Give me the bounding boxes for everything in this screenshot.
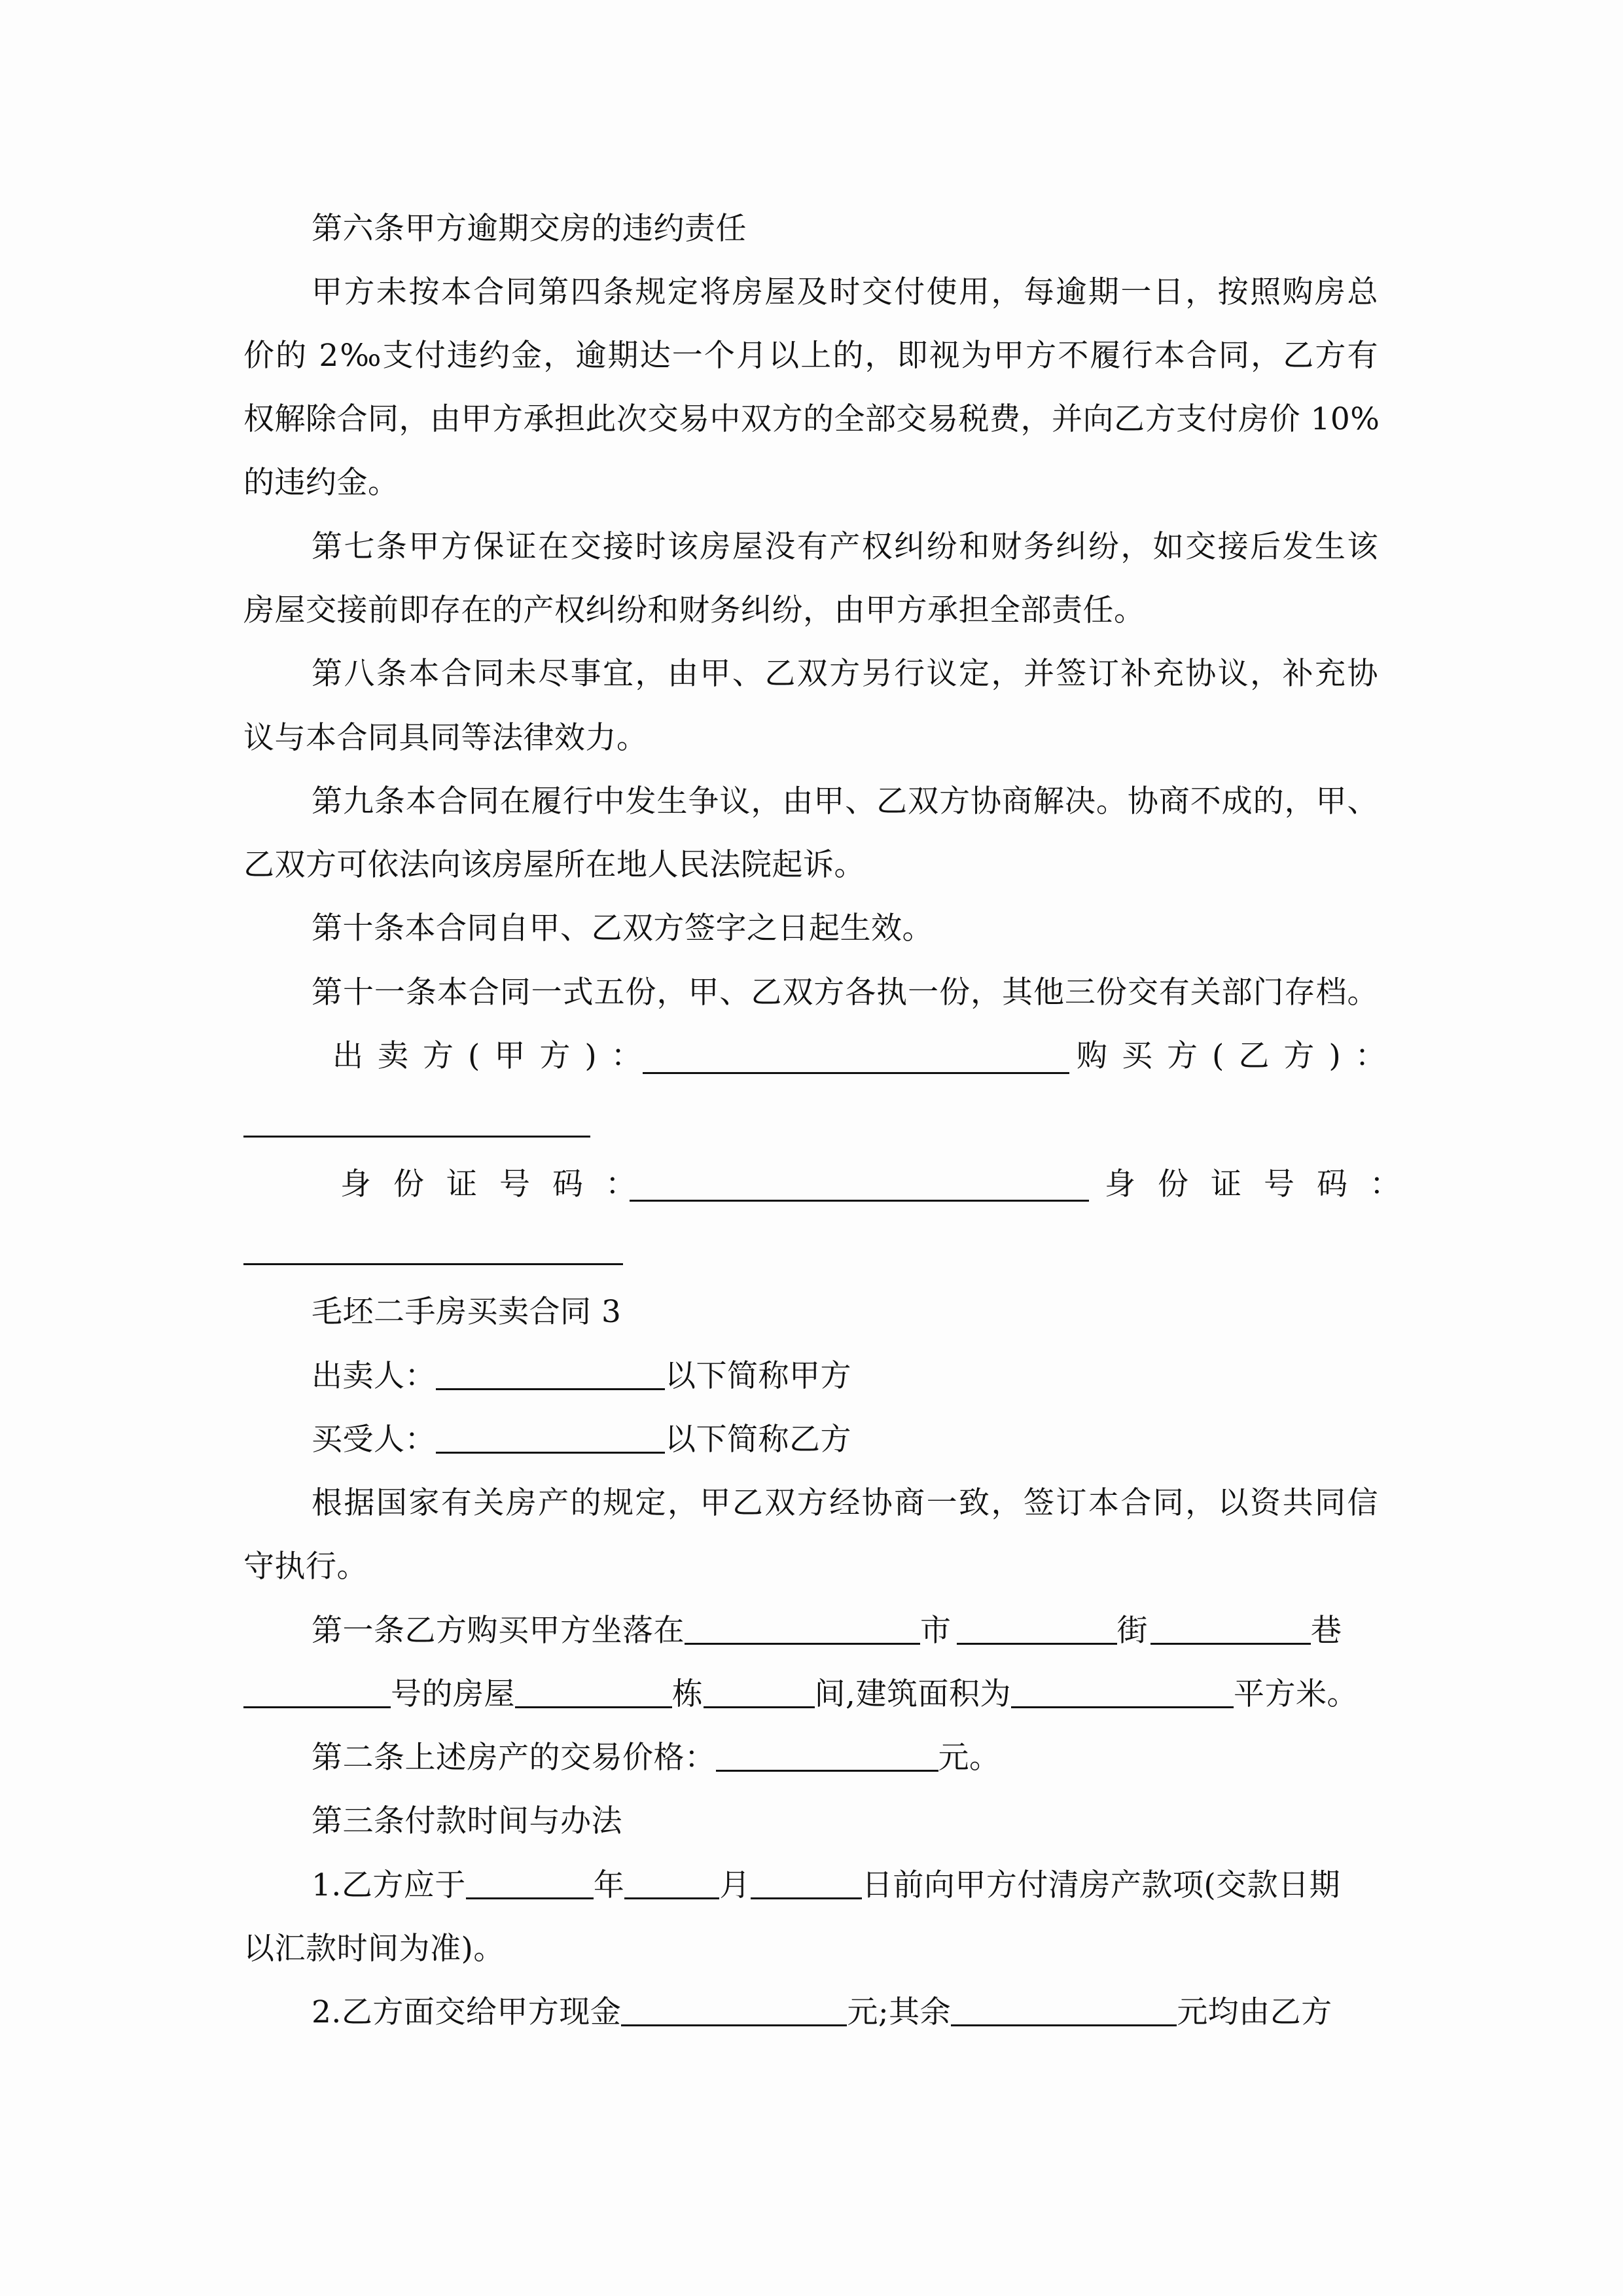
month-field[interactable]	[624, 1869, 719, 1899]
room-label: 间,建筑面积为	[814, 1676, 1011, 1712]
seller-signature-label: 出卖方(甲方)：	[332, 1038, 656, 1074]
buyer-signature-label: 购买方(乙方)：	[1077, 1038, 1400, 1074]
item2-mid: 元;其余	[847, 1994, 952, 2030]
article8-line: 议与本合同具同等法律效力。	[243, 720, 648, 756]
item1-prefix: 1.乙方应于	[312, 1867, 466, 1903]
article6-line: 的违约金。	[243, 465, 399, 501]
seller-id-field[interactable]	[630, 1200, 1089, 1202]
art1-prefix: 第一条乙方购买甲方坐落在	[312, 1613, 685, 1649]
number-field[interactable]	[243, 1677, 391, 1708]
article6-line: 甲方未按本合同第四条规定将房屋及时交付使用，每逾期一日，按照购房总	[312, 274, 1378, 310]
month-label: 月	[719, 1867, 751, 1903]
buyer-id-field[interactable]	[243, 1263, 623, 1265]
price-unit: 元。	[938, 1740, 1001, 1776]
article9-line: 第九条本合同在履行中发生争议，由甲、乙双方协商解决。协商不成的，甲、	[312, 783, 1378, 819]
article6-title: 第六条甲方逾期交房的违约责任	[312, 211, 747, 247]
contract3-buyer-line	[312, 1420, 1378, 1460]
contract3-seller-line	[312, 1357, 1378, 1396]
art3-item2	[312, 1993, 1378, 2032]
buyer-suffix: 以下简称乙方	[665, 1422, 851, 1458]
year-field[interactable]	[466, 1869, 594, 1899]
price-field[interactable]	[716, 1741, 938, 1772]
street-label: 街	[1116, 1613, 1148, 1649]
art1-line1	[312, 1611, 1378, 1651]
preamble-line: 守执行。	[243, 1549, 368, 1585]
year-label: 年	[593, 1867, 625, 1903]
lane-field[interactable]	[1150, 1614, 1311, 1645]
article10: 第十条本合同自甲、乙双方签字之日起生效。	[312, 910, 933, 946]
item2-end: 元均由乙方	[1177, 1994, 1332, 2030]
area-field[interactable]	[1011, 1677, 1234, 1708]
cash-field[interactable]	[621, 1996, 847, 2026]
article7-line: 房屋交接前即存在的产权纠纷和财务纠纷，由甲方承担全部责任。	[243, 592, 1145, 628]
buyer-label: 买受人：	[312, 1422, 436, 1458]
number-label: 号的房屋	[391, 1676, 515, 1712]
art1-line2	[243, 1675, 1378, 1714]
remainder-field[interactable]	[951, 1996, 1177, 2026]
art2-line	[312, 1738, 1378, 1778]
item2-prefix: 2.乙方面交给甲方现金	[312, 1994, 622, 2030]
area-unit: 平方米。	[1233, 1676, 1358, 1712]
building-field[interactable]	[515, 1677, 672, 1708]
buyer-name-field[interactable]	[436, 1423, 665, 1454]
article7-line: 第七条甲方保证在交接时该房屋没有产权纠纷和财务纠纷，如交接后发生该	[312, 529, 1378, 565]
item1-rest: 日前向甲方付清房产款项(交款日期	[861, 1867, 1341, 1903]
seller-id-label: 身份证号码：	[340, 1166, 658, 1202]
day-field[interactable]	[751, 1869, 862, 1899]
article8-line: 第八条本合同未尽事宜，由甲、乙双方另行议定，并签订补充协议，补充协	[312, 656, 1378, 692]
article6-line: 权解除合同，由甲方承担此次交易中双方的全部交易税费，并向乙方支付房价 10%	[243, 401, 1380, 437]
city-field[interactable]	[685, 1614, 920, 1645]
art3-title: 第三条付款时间与办法	[312, 1803, 622, 1839]
article9-line: 乙双方可依法向该房屋所在地人民法院起诉。	[243, 847, 865, 883]
room-field[interactable]	[704, 1677, 815, 1708]
buyer-signature-field[interactable]	[243, 1136, 590, 1138]
seller-label: 出卖人：	[312, 1358, 436, 1394]
street-field[interactable]	[957, 1614, 1117, 1645]
buyer-id-label: 身份证号码：	[1105, 1166, 1423, 1202]
city-label: 市	[920, 1613, 952, 1649]
seller-signature-field[interactable]	[643, 1072, 1069, 1074]
article6-line: 价的 2‰支付违约金，逾期达一个月以上的，即视为甲方不履行本合同，乙方有	[243, 338, 1378, 374]
preamble-line: 根据国家有关房产的规定，甲乙双方经协商一致，签订本合同，以资共同信	[312, 1485, 1378, 1521]
seller-name-field[interactable]	[436, 1359, 665, 1390]
lane-label: 巷	[1311, 1613, 1342, 1649]
contract3-title: 毛坯二手房买卖合同 3	[312, 1294, 622, 1330]
seller-suffix: 以下简称甲方	[665, 1358, 851, 1394]
art2-prefix: 第二条上述房产的交易价格：	[312, 1740, 716, 1776]
building-label: 栋	[672, 1676, 704, 1712]
art3-item1	[312, 1866, 1378, 1905]
article11: 第十一条本合同一式五份，甲、乙双方各执一份，其他三份交有关部门存档。	[312, 975, 1378, 1011]
art3-item1-cont: 以汇款时间为准)。	[243, 1931, 505, 1967]
